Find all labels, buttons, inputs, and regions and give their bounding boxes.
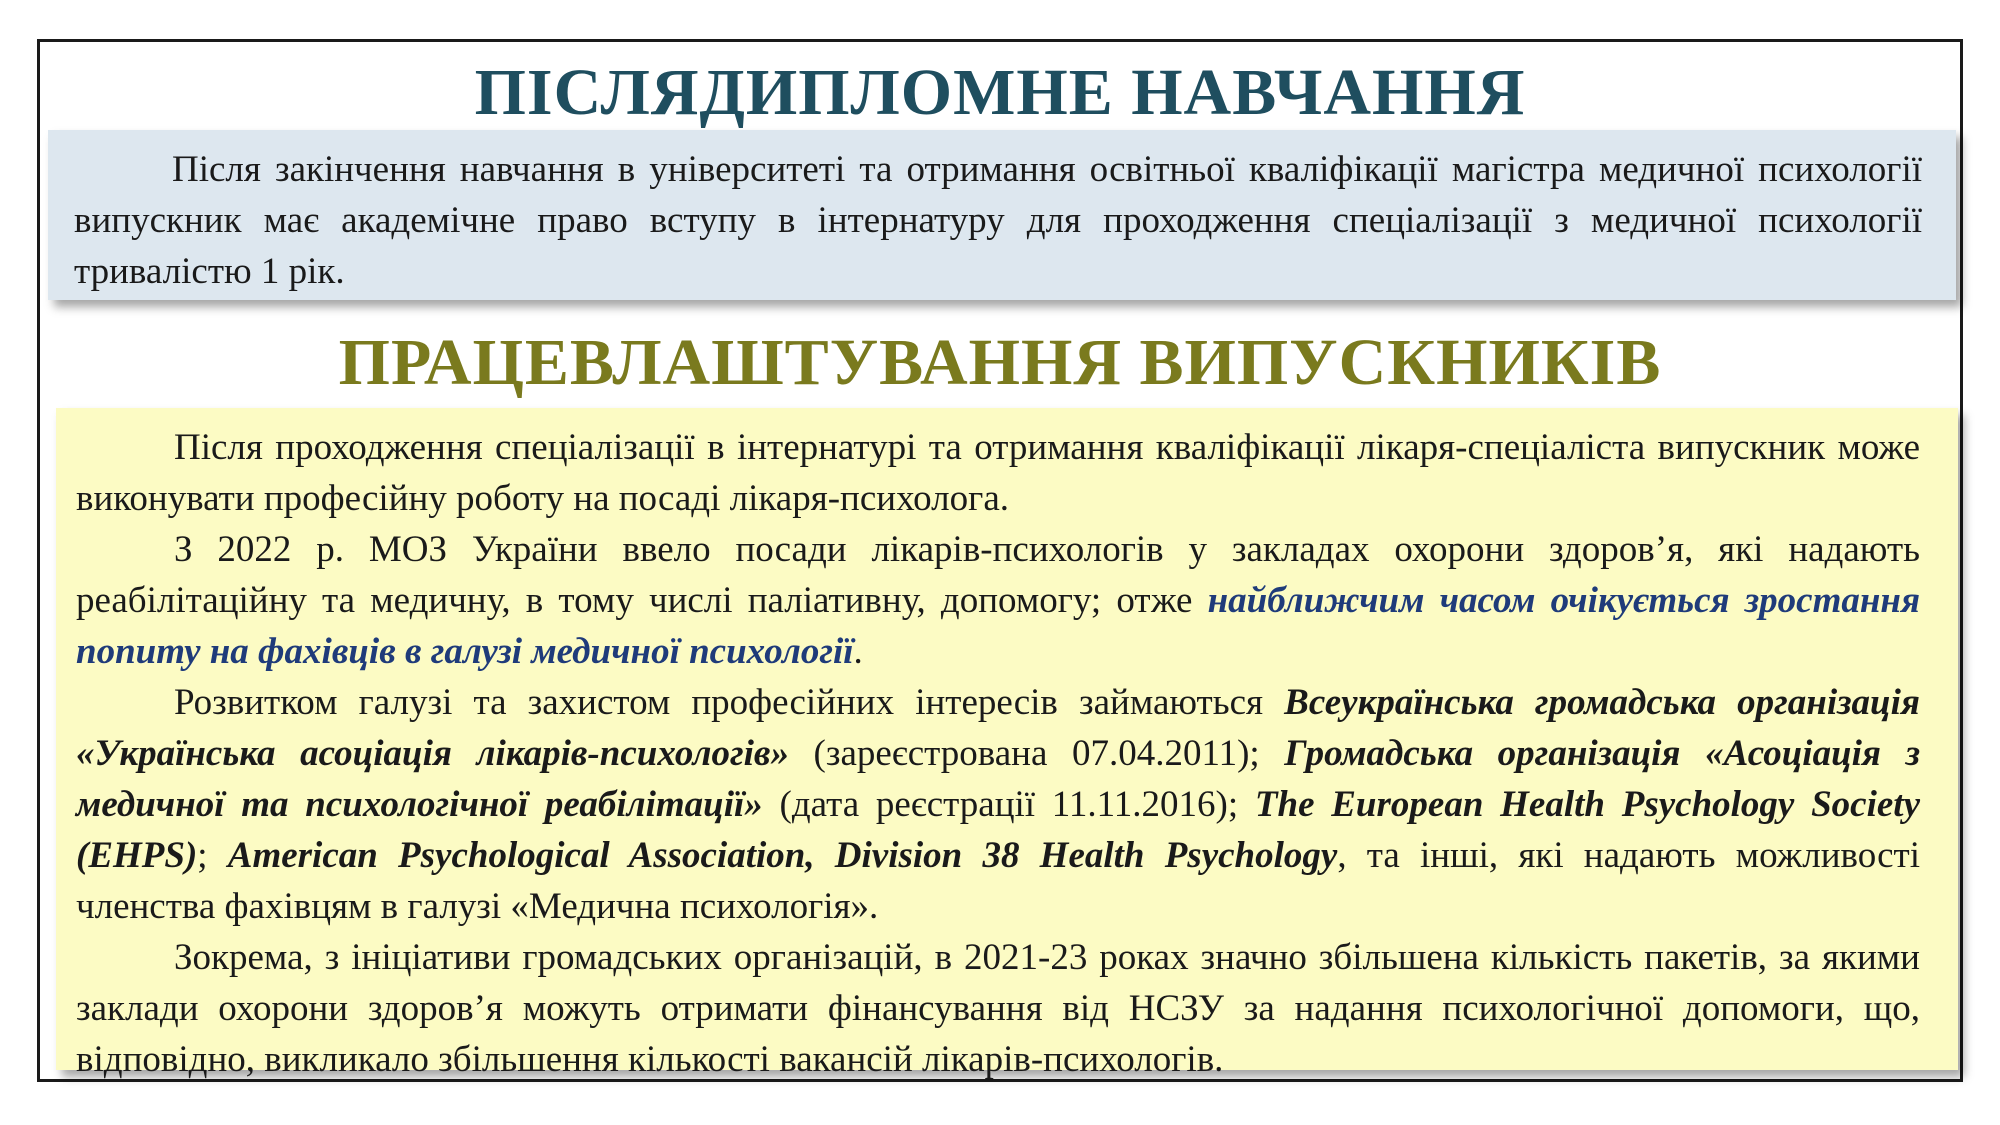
employment-text-box: [56, 408, 1958, 1080]
org-apa-division-38: American Psychological Association, Division 38 Health Psychology: [227, 835, 1338, 876]
employment-paragraph-3: [76, 677, 1920, 932]
paragraph-3-end: , та інші, які надають можливості членства фахівцям в галузі «Медична психологія».: [76, 835, 1920, 927]
org-2-registration: (дата реєстрації 11.11.2016);: [762, 784, 1255, 825]
org-ehps: The European Health Psychology Society (EHPS): [76, 784, 1920, 876]
paragraph-2-end: .: [853, 631, 863, 672]
postgraduate-text-box: [48, 130, 1956, 300]
employment-paragraph-2: [76, 524, 1920, 677]
org-rehabilitation-association: Громадська організація «Асоціація з медичної та психологічної реабілітації»: [76, 733, 1921, 825]
employment-paragraph-4: Зокрема, з ініціативи громадських організацій, в 2021-23 роках значно збільшена кількість пакетів, за якими заклади охорони здоров’я можуть отримати фінансування від НСЗУ за надання психологічної допомоги, що, відповідно, викликало збільшення кількості вакансій лікарів-психологів.: [76, 937, 1920, 1080]
paragraph-3-intro: Розвитком галузі та захистом професійних інтересів займаються: [174, 682, 1285, 723]
postgraduate-paragraph: Після закінчення навчання в університеті та отримання освітньої кваліфікації магістра медичної психології випускник має академічне право вступу в інтернатуру для проходження спеціалізації з медичної психології тривалістю 1 рік.: [74, 149, 1922, 292]
org-ukrainian-association: Всеукраїнська громадська організація «Українська асоціація лікарів-психологів»: [76, 682, 1920, 774]
section-title-employment: ПРАЦЕВЛАШТУВАННЯ ВИПУСКНИКІВ: [338, 326, 1662, 399]
demand-highlight: найближчим часом очікується зростання попиту на фахівців в галузі медичної психології: [76, 580, 1921, 672]
org-1-registration: (зареєстрована 07.04.2011);: [788, 733, 1285, 774]
paragraph-2-text: З 2022 р. МОЗ України ввело посади лікарів-психологів у закладах охорони здоров’я, які надають реабілітаційну та медичну, в тому числі паліативну, допомогу; отже: [76, 529, 1920, 621]
employment-paragraph-1: Після проходження спеціалізації в інтернатурі та отримання кваліфікації лікаря-спеціаліста випускник може виконувати професійну роботу на посаді лікаря-психолога.: [76, 427, 1920, 519]
org-separator: ;: [197, 835, 228, 876]
section-title-postgraduate: ПІСЛЯДИПЛОМНЕ НАВЧАННЯ: [474, 56, 1526, 129]
